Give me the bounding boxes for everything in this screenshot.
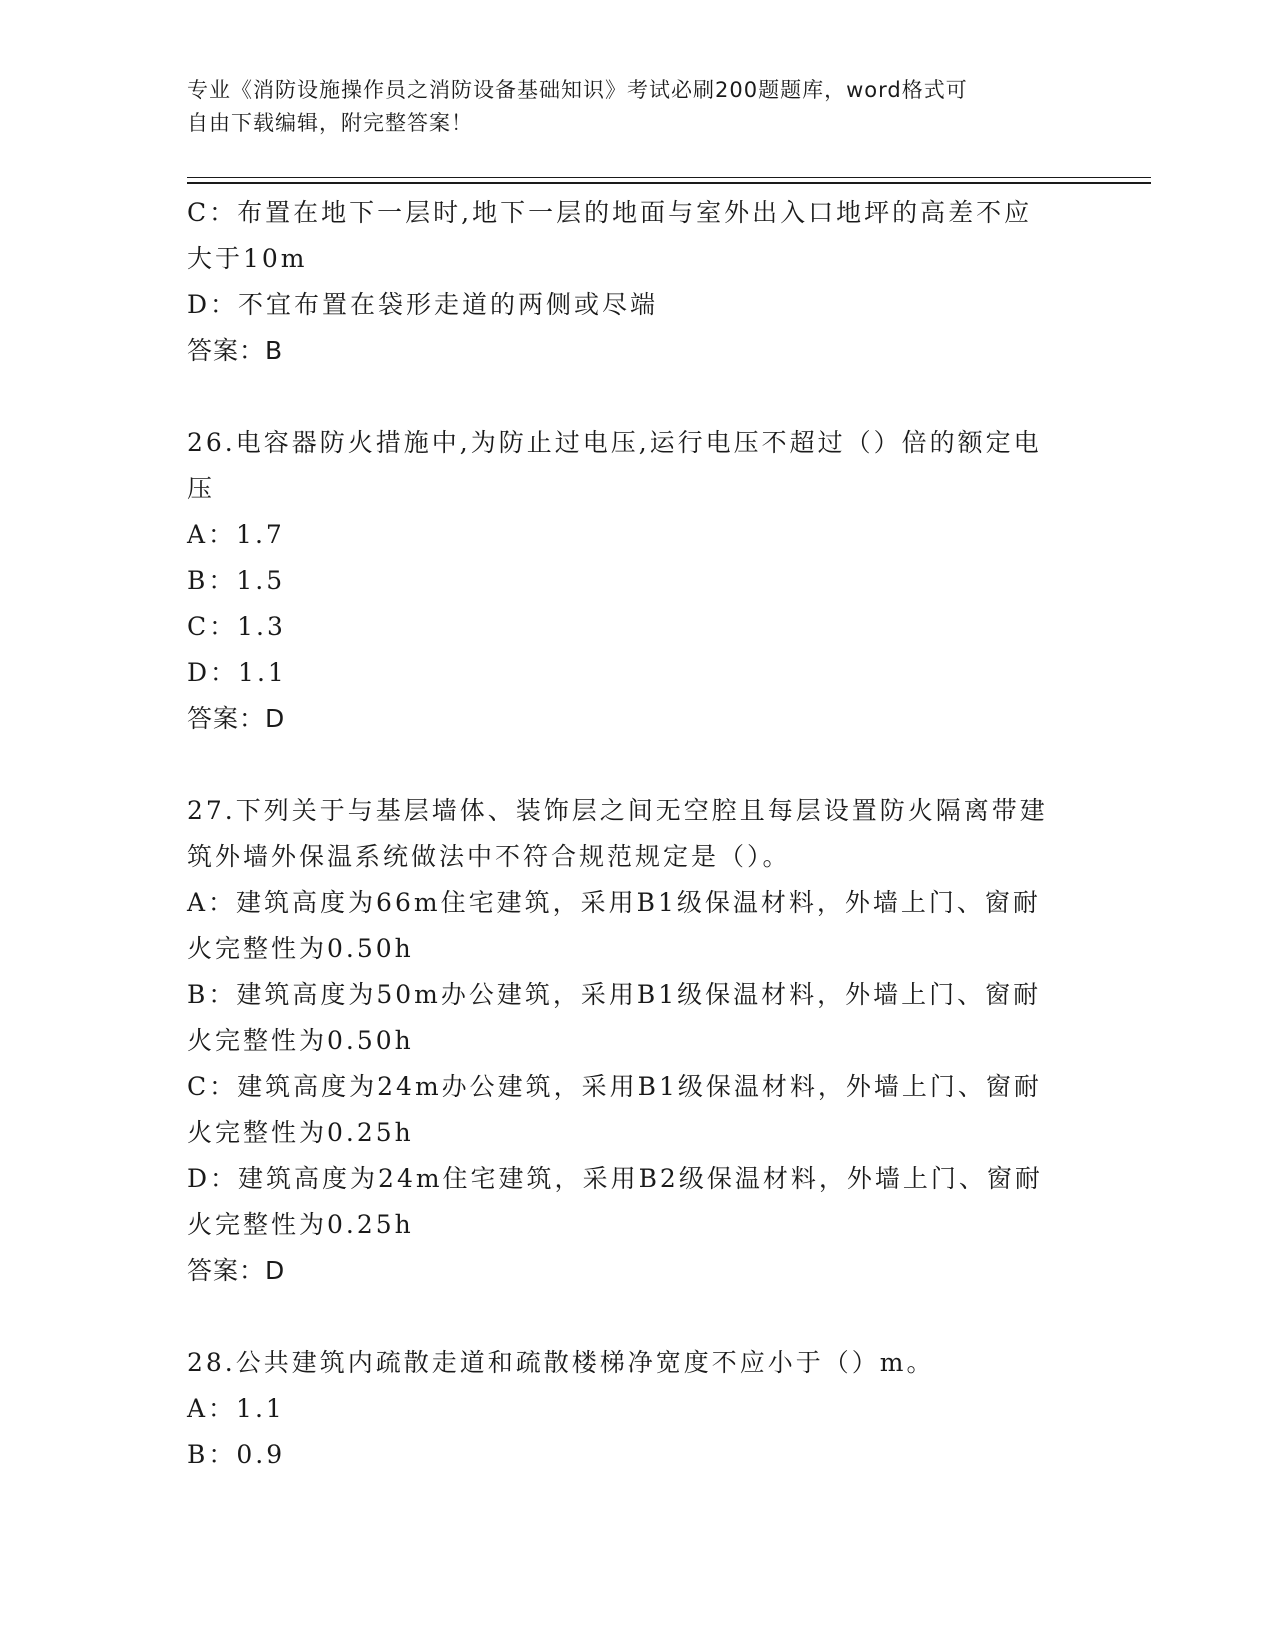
answer: 答案：D <box>187 704 286 733</box>
option-b: B：0.9 <box>187 1440 286 1469</box>
option-a-line-1: A：建筑高度为66m住宅建筑，采用B1级保温材料，外墙上门、窗耐 <box>187 888 1041 917</box>
question-25-tail <box>187 190 1087 374</box>
question-26 <box>187 420 1087 742</box>
option-d-line-2: 火完整性为0.25h <box>187 1210 414 1239</box>
question-27 <box>187 788 1087 1294</box>
option-c-line-1: C：建筑高度为24m办公建筑，采用B1级保温材料，外墙上门、窗耐 <box>187 1072 1042 1101</box>
question-stem-line-1: 28.公共建筑内疏散走道和疏散楼梯净宽度不应小于（）m。 <box>187 1348 935 1377</box>
header-divider-thick <box>187 182 1151 184</box>
option-b: B：1.5 <box>187 566 286 595</box>
spacer <box>187 742 1087 788</box>
question-28 <box>187 1340 1087 1478</box>
question-stem-line-2: 压 <box>187 474 216 503</box>
option-d-line-1: D：建筑高度为24m住宅建筑，采用B2级保温材料，外墙上门、窗耐 <box>187 1164 1043 1193</box>
option-a-line-2: 火完整性为0.50h <box>187 934 414 963</box>
option-b-line-1: B：建筑高度为50m办公建筑，采用B1级保温材料，外墙上门、窗耐 <box>187 980 1042 1009</box>
option-d: D：1.1 <box>187 658 287 687</box>
option-a: A：1.1 <box>187 1394 285 1423</box>
header-line-2: 自由下载编辑，附完整答案！ <box>187 111 473 135</box>
question-stem-line-1: 26.电容器防火措施中,为防止过电压,运行电压不超过（）倍的额定电 <box>187 428 1042 457</box>
header-divider-thin <box>187 177 1151 178</box>
option-c-line-1: C：布置在地下一层时,地下一层的地面与室外出入口地坪的高差不应 <box>187 198 1033 227</box>
question-stem-line-1: 27.下列关于与基层墙体、装饰层之间无空腔且每层设置防火隔离带建 <box>187 796 1048 825</box>
option-c-line-2: 大于10m <box>187 244 308 273</box>
spacer <box>187 374 1087 420</box>
option-d: D：不宜布置在袋形走道的两侧或尽端 <box>187 290 659 319</box>
option-b-line-2: 火完整性为0.50h <box>187 1026 414 1055</box>
answer: 答案：D <box>187 1256 286 1285</box>
answer: 答案：B <box>187 336 284 365</box>
option-c: C：1.3 <box>187 612 286 641</box>
document-header <box>187 74 1067 140</box>
spacer <box>187 1294 1087 1340</box>
option-a: A：1.7 <box>187 520 285 549</box>
option-c-line-2: 火完整性为0.25h <box>187 1118 414 1147</box>
question-stem-line-2: 筑外墙外保温系统做法中不符合规范规定是（）。 <box>187 842 791 871</box>
question-content <box>187 190 1087 1478</box>
header-line-1: 专业《消防设施操作员之消防设备基础知识》考试必刷200题题库，word格式可 <box>187 78 968 102</box>
